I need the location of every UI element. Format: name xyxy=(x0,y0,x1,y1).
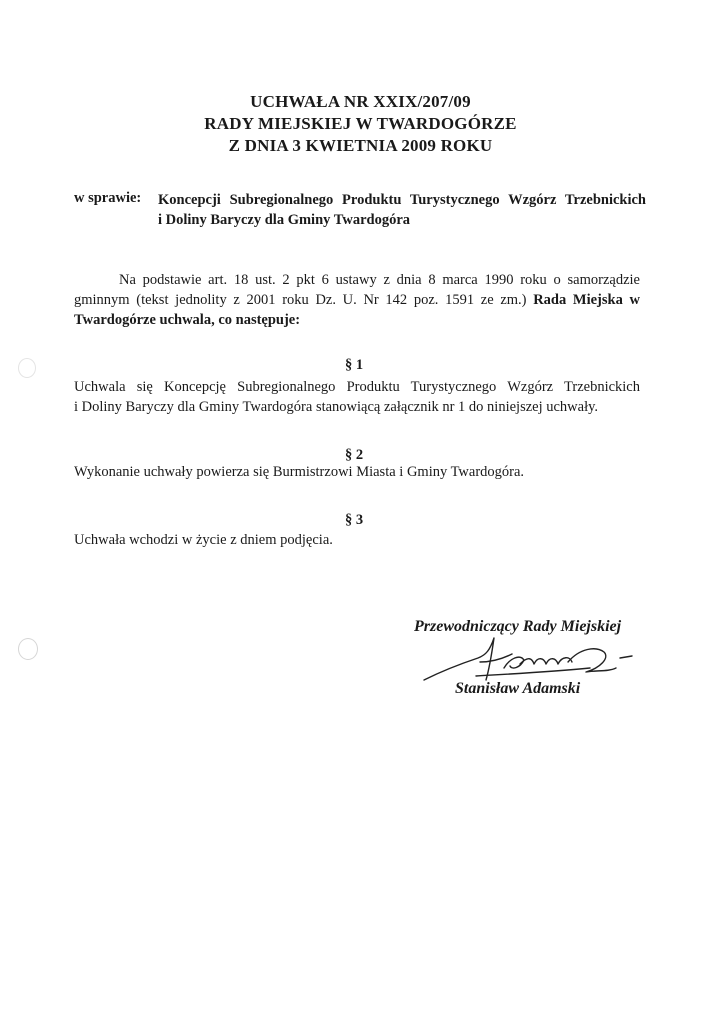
concern-subject xyxy=(158,190,646,230)
section-3-text: Uchwała wchodzi w życie z dniem podjęcia. xyxy=(74,532,333,548)
signatory-name: Stanisław Adamski xyxy=(455,680,581,697)
legal-basis-bold: Rada Miejska w xyxy=(533,292,640,308)
section-mark-2: § 2 xyxy=(344,447,364,463)
punch-hole-mark xyxy=(18,638,38,660)
concern-subject-line: Koncepcji Subregionalnego Produktu Turystycznego Wzgórz Trzebnickich xyxy=(158,192,646,208)
concern-label: w sprawie: xyxy=(74,190,142,206)
section-mark-1: § 1 xyxy=(344,357,364,373)
council-name: RADY MIEJSKIEJ W TWARDOGÓRZE xyxy=(204,114,517,133)
resolution-date: Z DNIA 3 KWIETNIA 2009 ROKU xyxy=(228,136,493,155)
legal-basis xyxy=(74,270,640,330)
section-1-text xyxy=(74,377,640,417)
punch-hole-mark xyxy=(18,358,36,378)
section-text-line: i Doliny Baryczy dla Gminy Twardogóra stanowiącą załącznik nr 1 do niniejszej uchwały. xyxy=(74,399,599,415)
legal-basis-text: gminnym (tekst jednolity z 2001 roku Dz. U. Nr 142 poz. 1591 ze zm.) xyxy=(74,292,534,308)
legal-basis-line: Na podstawie art. 18 ust. 2 pkt 6 ustawy z dnia 8 marca 1990 roku o samorządzie xyxy=(119,272,640,288)
concern-subject-line: i Doliny Baryczy dla Gminy Twardogóra xyxy=(158,212,411,228)
section-mark-3: § 3 xyxy=(344,512,364,528)
section-2-text: Wykonanie uchwały powierza się Burmistrzowi Miasta i Gminy Twardogóra. xyxy=(74,464,525,480)
signatory-title: Przewodniczący Rady Miejskiej xyxy=(414,618,622,635)
resolution-number: UCHWAŁA NR XXIX/207/09 xyxy=(250,92,471,111)
legal-basis-line xyxy=(74,290,640,310)
legal-basis-line: Twardogórze uchwala, co następuje: xyxy=(74,312,301,328)
section-text-line: Uchwala się Koncepcję Subregionalnego Produktu Turystycznego Wzgórz Trzebnickich xyxy=(74,379,640,395)
